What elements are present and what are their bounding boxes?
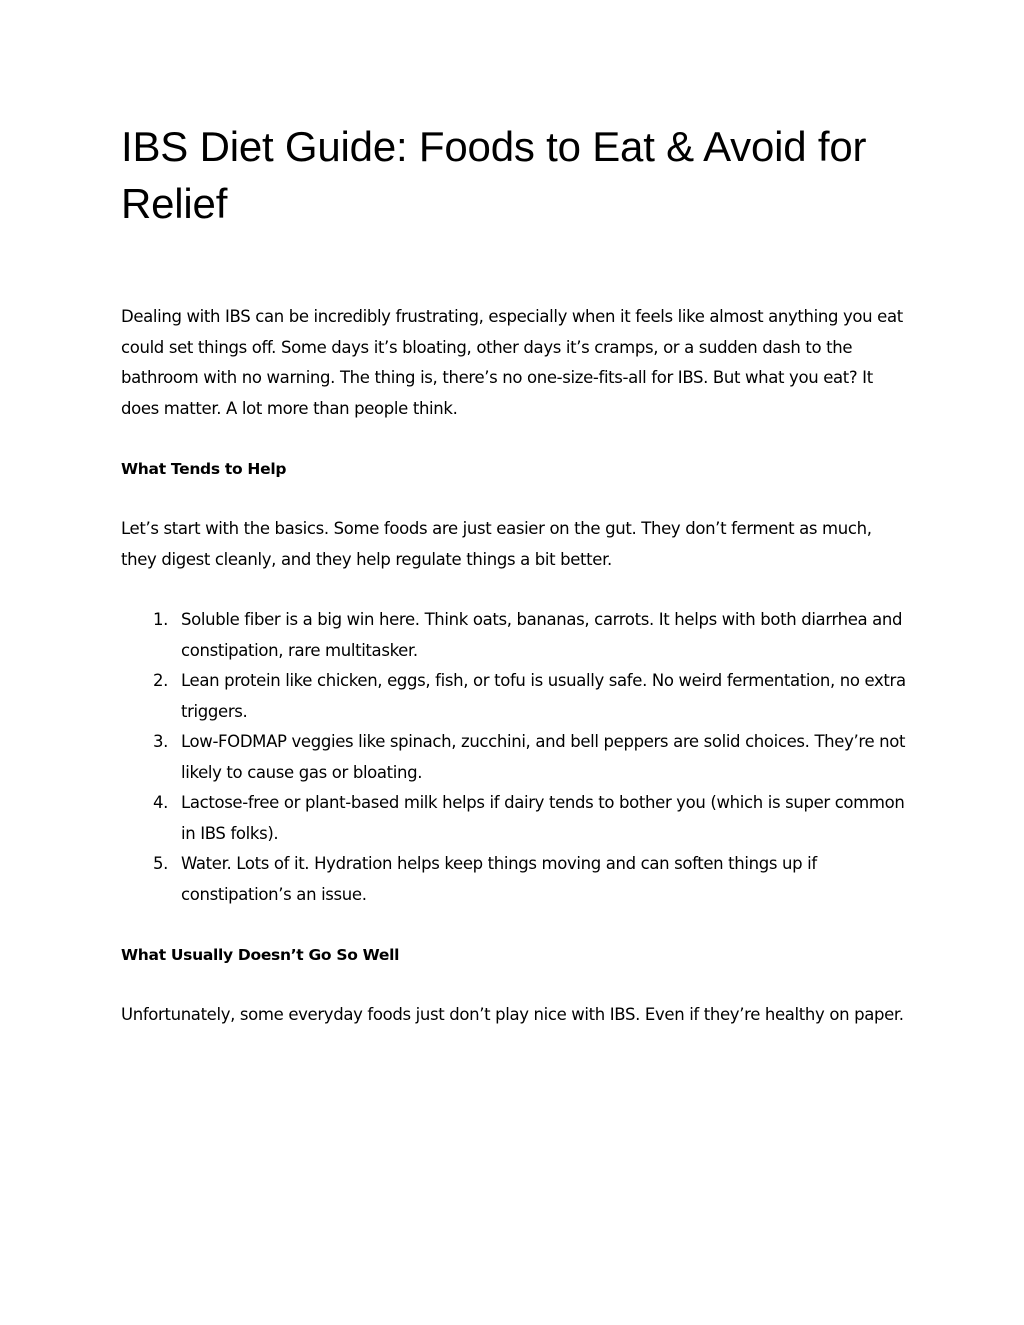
list-item [121,666,911,727]
list-item [121,849,911,910]
list-item-text: Low-FODMAP veggies like spinach, zucchini, and bell peppers are solid choices. They’re not likely to cause gas or bloating. [181,732,906,782]
list-item [121,727,911,788]
list-item-number: 5. [153,854,169,873]
section-help-paragraph: Let’s start with the basics. Some foods are just easier on the gut. They don’t ferment as much, they digest cleanly, and they help regulate things a bit better. [121,519,872,569]
section-heading-avoid: What Usually Doesn’t Go So Well [121,946,400,964]
list-item-number: 2. [153,671,169,690]
document-page [121,118,911,1031]
list-item-text: Water. Lots of it. Hydration helps keep things moving and can soften things up if constipation’s an issue. [181,854,817,904]
list-item [121,605,911,666]
section-avoid-paragraph: Unfortunately, some everyday foods just don’t play nice with IBS. Even if they’re healthy on paper. [121,1005,904,1024]
list-item-number: 4. [153,793,169,812]
document-title: IBS Diet Guide: Foods to Eat & Avoid for Relief [121,123,867,227]
list-item-number: 1. [153,610,169,629]
list-item-text: Lactose-free or plant-based milk helps if dairy tends to bother you (which is super common in IBS folks). [181,793,905,843]
intro-paragraph: Dealing with IBS can be incredibly frustrating, especially when it feels like almost anything you eat could set things off. Some days it’s bloating, other days it’s cramps, or a sudden dash to the bathroom with no warning. The thing is, there’s no one-size-fits-all for IBS. But what you eat? It does matter. A lot more than people think. [121,307,903,418]
list-item-number: 3. [153,732,169,751]
list-item-text: Lean protein like chicken, eggs, fish, or tofu is usually safe. No weird fermentation, no extra triggers. [181,671,906,721]
help-foods-list [121,605,911,910]
list-item-text: Soluble fiber is a big win here. Think oats, bananas, carrots. It helps with both diarrhea and constipation, rare multitasker. [181,610,903,660]
list-item [121,788,911,849]
section-heading-help: What Tends to Help [121,460,287,478]
